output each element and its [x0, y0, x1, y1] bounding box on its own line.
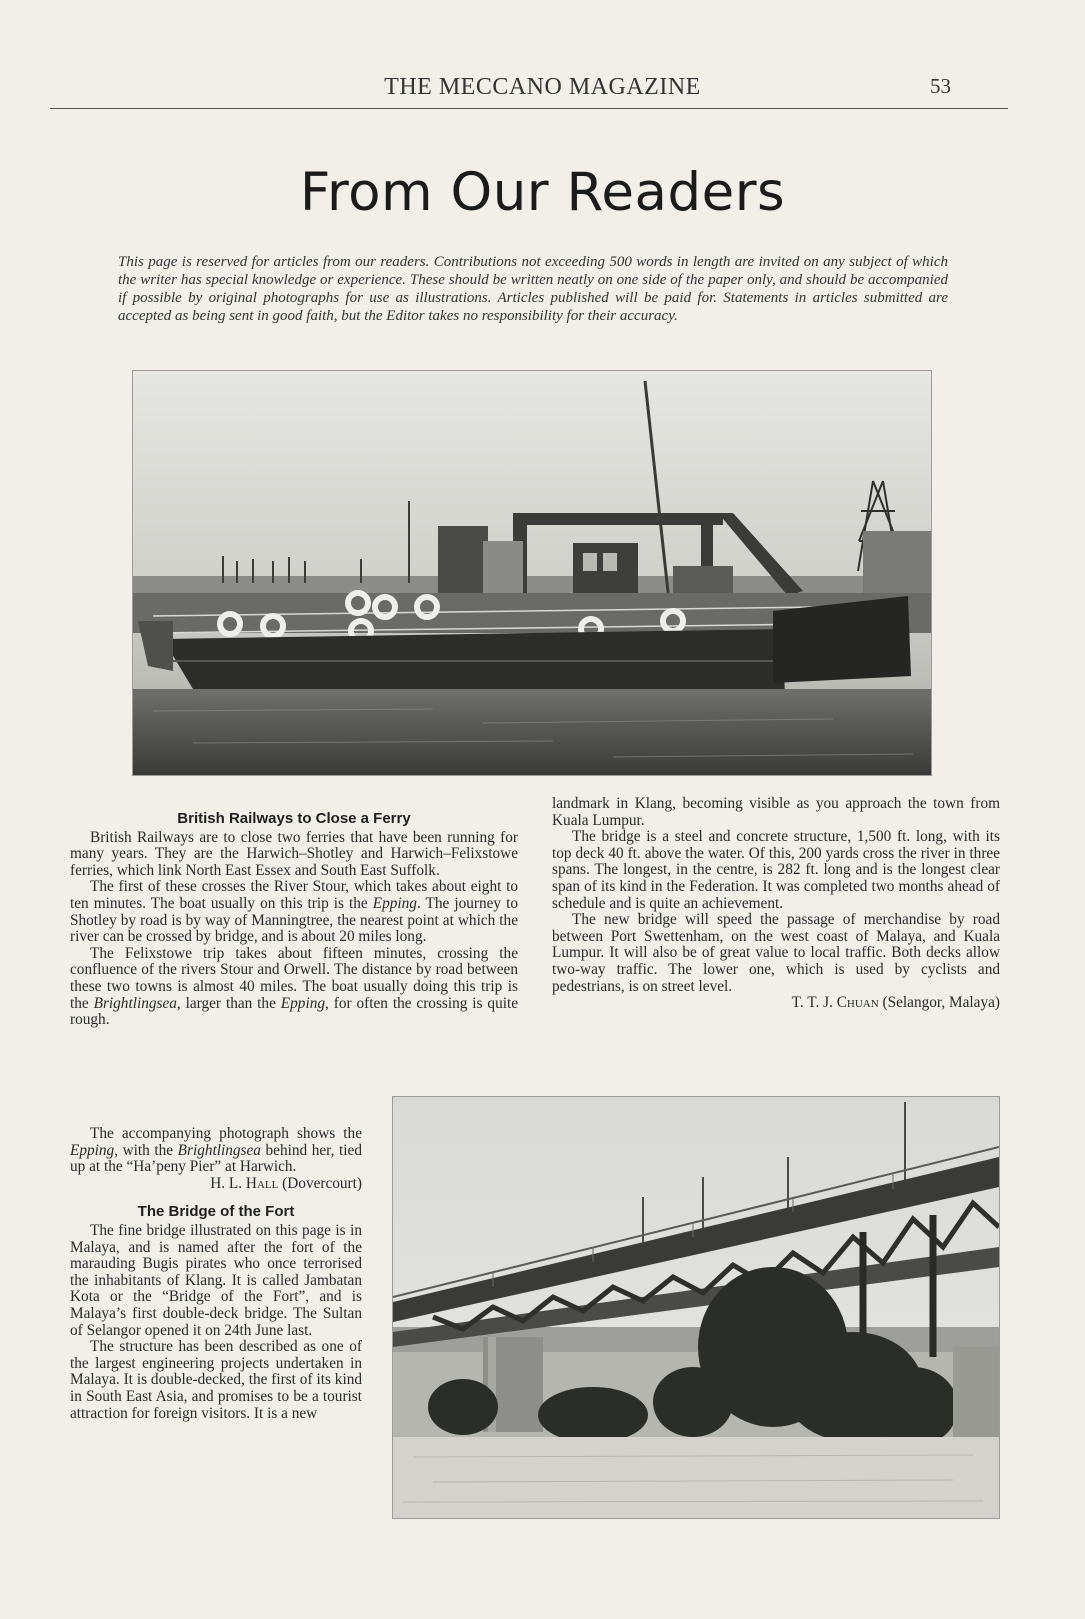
header-rule: [50, 108, 1008, 109]
magazine-title: THE MECCANO MAGAZINE: [384, 74, 701, 100]
bridge-paragraph-3: The bridge is a steel and concrete structure, 1,500 ft. long, with its top deck 40 ft. above the water. Of this, 200 yards cross the river in three spans. The longest, in the centre, is 282 ft. long and is the longest clear span of its kind in the Federation. It was completed two months ahead of schedule and is quite an achievement.: [552, 828, 1000, 912]
article-heading-ferry: British Railways to Close a Ferry: [177, 810, 411, 827]
intro-paragraph: This page is reserved for articles from our readers. Contributions not exceeding 500 words in length are invited on any subject of which the writer has special knowledge or experience. These should be written neatly on one side of the paper only, and should be accompanied if possible by original photographs for use as illustrations. Articles published will be paid for. Statements in articles submitted are accepted as being sent in good faith, but the Editor takes no responsibility for their accuracy.: [118, 254, 948, 324]
ferry-signature: H. L. Hall (Dovercourt): [210, 1174, 362, 1192]
bridge-photo: [392, 1096, 1000, 1519]
page-number: 53: [930, 74, 951, 98]
article-ferry: [70, 811, 518, 1029]
bridge-paragraph-4: The new bridge will speed the passage of merchandise by road between Port Swettenham, on the west coast of Malaya, and Kuala Lumpur. It will also be of great value to local traffic. Both decks allow two-way traffic. The lower one, which is used by cyclists and pedestrians, is on street level.: [552, 911, 1000, 995]
page-headline: From Our Readers: [299, 162, 786, 223]
ferry-photo: [132, 370, 932, 776]
bridge-paragraph-2-cont: landmark in Klang, becoming visible as you approach the town from Kuala Lumpur.: [552, 795, 1000, 829]
ferry-paragraph-3: The Felixstowe trip takes about fifteen minutes, crossing the confluence of the rivers Stour and Orwell. The distance by road between these two towns is almost 40 miles. The boat usually doing this trip is the Brightlingsea, larger than the Epping, for often the crossing is quite rough.: [70, 944, 519, 1029]
ferry-paragraph-4: The accompanying photograph shows the Epping, with the Brightlingsea behind her, tied up at the “Ha’peny Pier” at Harwich.: [70, 1125, 362, 1176]
ferry-paragraph-1: British Railways are to close two ferries that have been running for many years. They are the Harwich–Shotley and Harwich–Felixstowe ferries, which link North East Essex and South East Suffolk.: [70, 828, 518, 879]
article-ferry-continued: [70, 1126, 362, 1422]
ferry-paragraph-2: The first of these crosses the River Stour, which takes about eight to ten minutes. The boat usually on this trip is the Epping. The journey to Shotley by road is by way of Manningtree, the nearest point at which the river can be crossed by bridge, and is about 20 miles long.: [70, 878, 518, 946]
bridge-paragraph-2: The structure has been described as one of the largest engineering projects undertaken in Malaya. It is double-decked, the first of its kind in South East Asia, and promises to be a tourist attraction for foreign visitors. It is a new: [70, 1338, 362, 1422]
article-bridge-continued: [552, 796, 1000, 1012]
bridge-paragraph-1: The fine bridge illustrated on this page is in Malaya, and is named after the fort of the marauding Bugis pirates who once terrorised the inhabitants of Klang. It is called Jambatan Kota or the “Bridge of the Fort”, and is Malaya’s first double-deck bridge. The Sultan of Selangor opened it on 24th June last.: [70, 1221, 362, 1339]
article-heading-bridge: The Bridge of the Fort: [137, 1203, 295, 1221]
bridge-signature: T. T. J. Chuan (Selangor, Malaya): [791, 994, 1000, 1012]
